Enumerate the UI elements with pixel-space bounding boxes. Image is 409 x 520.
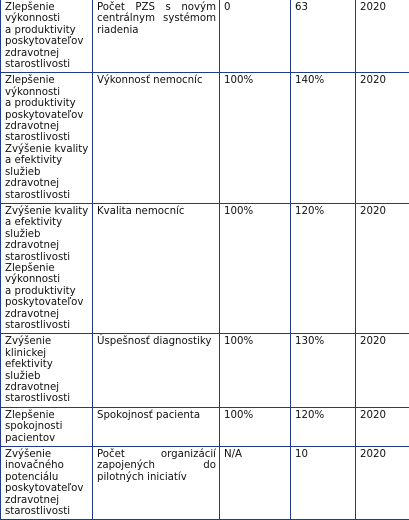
baseline-cell: 100% — [220, 334, 291, 407]
baseline-cell: 0 — [220, 0, 291, 73]
baseline-cell: 100% — [220, 407, 291, 446]
table-row — [1, 203, 409, 333]
year-cell: 2020 — [356, 447, 409, 520]
goal-cell: Zlepšenie výkonnosti a produktivity poskytovateľov zdravotnej starostlivosti — [1, 0, 93, 73]
goal-cell: Zvýšenie kvality a efektivity služieb zdravotnej starostlivosti Zlepšenie výkonnosti a produktivity poskytovateľov zdravotnej starostlivosti — [1, 203, 93, 333]
target-cell: 120% — [291, 407, 356, 446]
indicator-cell: Výkonnosť nemocníc — [93, 73, 220, 203]
indicator-cell: Úspešnosť diagnostiky — [93, 334, 220, 407]
target-cell: 63 — [291, 0, 356, 73]
baseline-cell: N/A — [220, 447, 291, 520]
year-cell: 2020 — [356, 73, 409, 203]
target-cell: 120% — [291, 203, 356, 333]
indicator-cell: Spokojnosť pacienta — [93, 407, 220, 446]
indicator-cell: Počet PZS s novým centrálnym systémom riadenia — [93, 0, 220, 73]
baseline-cell: 100% — [220, 73, 291, 203]
goal-cell: Zlepšenie spokojnosti pacientov — [1, 407, 93, 446]
year-cell: 2020 — [356, 0, 409, 73]
table-row — [1, 447, 409, 520]
year-cell: 2020 — [356, 334, 409, 407]
target-cell: 140% — [291, 73, 356, 203]
indicator-cell: Počet organizácií zapojených do pilotných iniciatív — [93, 447, 220, 520]
goal-cell: Zvýšenie inovačného potenciálu poskytovateľov zdravotnej starostlivosti — [1, 447, 93, 520]
target-cell: 130% — [291, 334, 356, 407]
target-cell: 10 — [291, 447, 356, 520]
table-row — [1, 0, 409, 73]
indicator-cell: Kvalita nemocníc — [93, 203, 220, 333]
year-cell: 2020 — [356, 407, 409, 446]
baseline-cell: 100% — [220, 203, 291, 333]
goal-cell: Zlepšenie výkonnosti a produktivity poskytovateľov zdravotnej starostlivosti Zvýšenie kvality a efektivity služieb zdravotnej starostlivosti — [1, 73, 93, 203]
goal-cell: Zvýšenie klinickej efektivity služieb zdravotnej starostlivosti — [1, 334, 93, 407]
table-row — [1, 407, 409, 446]
year-cell: 2020 — [356, 203, 409, 333]
table-row — [1, 73, 409, 203]
table-row — [1, 334, 409, 407]
